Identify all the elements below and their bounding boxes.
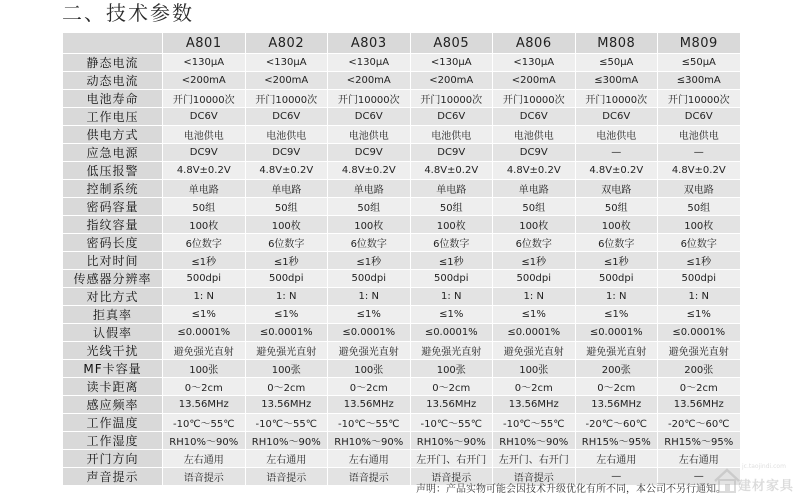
spec-value: 100张: [328, 360, 411, 378]
spec-value: —: [575, 144, 658, 162]
model-header-a803: A803: [328, 33, 411, 54]
table-row: [63, 180, 741, 198]
table-row: [63, 252, 741, 270]
model-header-a806: A806: [493, 33, 576, 54]
table-row: [63, 324, 741, 342]
spec-value: 100枚: [328, 216, 411, 234]
model-header-m809: M809: [658, 33, 741, 54]
spec-label: 开门方向: [63, 450, 163, 468]
spec-value: <200mA: [410, 72, 493, 90]
table-row: [63, 360, 741, 378]
spec-value: 1: N: [163, 288, 246, 306]
spec-value: 单电路: [410, 180, 493, 198]
spec-value: <130μA: [493, 54, 576, 72]
spec-value: 0～2cm: [328, 378, 411, 396]
table-row: [63, 396, 741, 414]
spec-value: 避免强光直射: [575, 342, 658, 360]
spec-label: 供电方式: [63, 126, 163, 144]
spec-label: MF卡容量: [63, 360, 163, 378]
spec-value: 50组: [328, 198, 411, 216]
spec-value: ≤50μA: [575, 54, 658, 72]
spec-value: ≤1%: [493, 306, 576, 324]
spec-value: —: [575, 468, 658, 486]
watermark-url: jc.taojindi.com: [742, 463, 786, 470]
spec-value: 电池供电: [658, 126, 741, 144]
spec-value: 500dpi: [328, 270, 411, 288]
spec-value: 4.8V±0.2V: [328, 162, 411, 180]
spec-value: 100枚: [410, 216, 493, 234]
spec-value: -10℃～55℃: [493, 414, 576, 432]
spec-label: 读卡距离: [63, 378, 163, 396]
spec-value: ≤0.0001%: [658, 324, 741, 342]
model-header-m808: M808: [575, 33, 658, 54]
spec-value: 电池供电: [575, 126, 658, 144]
spec-value: ≤0.0001%: [410, 324, 493, 342]
spec-value: 13.56MHz: [658, 396, 741, 414]
spec-value: -20℃～60℃: [575, 414, 658, 432]
table-row: [63, 216, 741, 234]
spec-table: [62, 32, 741, 486]
spec-value: 双电路: [658, 180, 741, 198]
spec-value: 单电路: [245, 180, 328, 198]
spec-value: 避免强光直射: [245, 342, 328, 360]
spec-value: 语音提示: [493, 468, 576, 486]
spec-value: <130μA: [245, 54, 328, 72]
spec-value: 左右通用: [163, 450, 246, 468]
spec-label: 电池寿命: [63, 90, 163, 108]
spec-value: 500dpi: [163, 270, 246, 288]
spec-value: 100枚: [658, 216, 741, 234]
spec-value: 开门10000次: [328, 90, 411, 108]
spec-value: ≤1秒: [245, 252, 328, 270]
table-row: [63, 108, 741, 126]
model-header-a805: A805: [410, 33, 493, 54]
disclaimer-footnote: 声明：产品实物可能会因技术升级优化有所不同，本公司不另行通知。: [416, 484, 726, 495]
spec-value: ≤0.0001%: [328, 324, 411, 342]
spec-value: 电池供电: [493, 126, 576, 144]
spec-value: -10℃～55℃: [163, 414, 246, 432]
spec-value: DC9V: [163, 144, 246, 162]
spec-value: ≤1%: [163, 306, 246, 324]
spec-value: 6位数字: [245, 234, 328, 252]
spec-value: 电池供电: [163, 126, 246, 144]
spec-value: 100枚: [575, 216, 658, 234]
spec-value: 13.56MHz: [163, 396, 246, 414]
spec-value: 50组: [493, 198, 576, 216]
spec-label: 工作电压: [63, 108, 163, 126]
table-row: [63, 432, 741, 450]
spec-value: 语音提示: [328, 468, 411, 486]
spec-value: ≤0.0001%: [575, 324, 658, 342]
spec-value: RH10%～90%: [410, 432, 493, 450]
spec-value: 13.56MHz: [245, 396, 328, 414]
spec-value: RH15%～95%: [658, 432, 741, 450]
table-row: [63, 234, 741, 252]
spec-value: 0～2cm: [658, 378, 741, 396]
spec-value: 1: N: [410, 288, 493, 306]
spec-value: ≤1%: [410, 306, 493, 324]
table-row: [63, 414, 741, 432]
spec-label: 认假率: [63, 324, 163, 342]
table-row: [63, 72, 741, 90]
table-header-row: [63, 33, 741, 54]
spec-value: 开门10000次: [410, 90, 493, 108]
spec-value: <200mA: [328, 72, 411, 90]
spec-value: 100张: [163, 360, 246, 378]
spec-value: ≤1%: [328, 306, 411, 324]
table-row: [63, 270, 741, 288]
spec-value: <130μA: [328, 54, 411, 72]
spec-value: 200张: [575, 360, 658, 378]
spec-value: 100枚: [493, 216, 576, 234]
spec-value: 1: N: [575, 288, 658, 306]
spec-value: 500dpi: [245, 270, 328, 288]
spec-value: -20℃～60℃: [658, 414, 741, 432]
spec-value: 避免强光直射: [328, 342, 411, 360]
spec-value: 语音提示: [410, 468, 493, 486]
spec-value: 开门10000次: [493, 90, 576, 108]
spec-value: 500dpi: [410, 270, 493, 288]
spec-value: DC6V: [163, 108, 246, 126]
spec-value: ≤50μA: [658, 54, 741, 72]
spec-value: <200mA: [245, 72, 328, 90]
spec-value: 1: N: [245, 288, 328, 306]
spec-value: ≤1秒: [410, 252, 493, 270]
model-header-a802: A802: [245, 33, 328, 54]
spec-value: ≤1秒: [493, 252, 576, 270]
spec-value: 100张: [493, 360, 576, 378]
spec-value: 0～2cm: [575, 378, 658, 396]
spec-value: RH15%～95%: [575, 432, 658, 450]
spec-value: 单电路: [493, 180, 576, 198]
spec-value: ≤1秒: [163, 252, 246, 270]
spec-value: RH10%～90%: [245, 432, 328, 450]
spec-value: 6位数字: [493, 234, 576, 252]
spec-value: 100张: [245, 360, 328, 378]
spec-value: —: [658, 468, 741, 486]
spec-value: 左开门、右开门: [410, 450, 493, 468]
table-row: [63, 54, 741, 72]
spec-label: 密码长度: [63, 234, 163, 252]
spec-value: DC6V: [410, 108, 493, 126]
spec-value: 6位数字: [163, 234, 246, 252]
spec-value: ≤300mA: [658, 72, 741, 90]
spec-value: 开门10000次: [245, 90, 328, 108]
table-row: [63, 378, 741, 396]
spec-value: RH10%～90%: [328, 432, 411, 450]
spec-value: 500dpi: [658, 270, 741, 288]
spec-value: RH10%～90%: [163, 432, 246, 450]
spec-value: DC6V: [575, 108, 658, 126]
table-row: [63, 450, 741, 468]
table-row: [63, 342, 741, 360]
spec-value: 电池供电: [410, 126, 493, 144]
spec-value: 50组: [245, 198, 328, 216]
spec-value: ≤1秒: [658, 252, 741, 270]
spec-value: <130μA: [410, 54, 493, 72]
spec-value: -10℃～55℃: [245, 414, 328, 432]
spec-value: -10℃～55℃: [410, 414, 493, 432]
spec-value: 13.56MHz: [575, 396, 658, 414]
spec-value: 50组: [410, 198, 493, 216]
spec-value: 避免强光直射: [163, 342, 246, 360]
spec-value: 100枚: [245, 216, 328, 234]
watermark: [712, 455, 796, 501]
spec-value: 开门10000次: [575, 90, 658, 108]
table-row: [63, 162, 741, 180]
spec-value: 开门10000次: [658, 90, 741, 108]
spec-value: 0～2cm: [410, 378, 493, 396]
spec-value: 100张: [410, 360, 493, 378]
spec-label: 控制系统: [63, 180, 163, 198]
spec-label: 拒真率: [63, 306, 163, 324]
spec-value: 避免强光直射: [493, 342, 576, 360]
spec-value: 1: N: [493, 288, 576, 306]
spec-value: ≤0.0001%: [163, 324, 246, 342]
spec-value: 200张: [658, 360, 741, 378]
spec-value: 4.8V±0.2V: [575, 162, 658, 180]
spec-value: 语音提示: [163, 468, 246, 486]
spec-value: 双电路: [575, 180, 658, 198]
spec-value: ≤1%: [575, 306, 658, 324]
spec-value: 6位数字: [410, 234, 493, 252]
spec-value: 避免强光直射: [410, 342, 493, 360]
spec-value: 4.8V±0.2V: [493, 162, 576, 180]
spec-value: ≤1%: [245, 306, 328, 324]
spec-value: DC9V: [245, 144, 328, 162]
spec-value: 13.56MHz: [410, 396, 493, 414]
spec-value: ≤1秒: [575, 252, 658, 270]
spec-value: DC6V: [245, 108, 328, 126]
spec-value: 500dpi: [493, 270, 576, 288]
spec-value: DC9V: [493, 144, 576, 162]
spec-value: -10℃～55℃: [328, 414, 411, 432]
table-body: [63, 54, 741, 486]
spec-label: 低压报警: [63, 162, 163, 180]
spec-value: 13.56MHz: [493, 396, 576, 414]
spec-value: 6位数字: [328, 234, 411, 252]
spec-label: 静态电流: [63, 54, 163, 72]
spec-value: <130μA: [163, 54, 246, 72]
spec-value: 避免强光直射: [658, 342, 741, 360]
spec-value: DC6V: [493, 108, 576, 126]
spec-value: 左右通用: [575, 450, 658, 468]
spec-value: 4.8V±0.2V: [163, 162, 246, 180]
spec-value: <200mA: [163, 72, 246, 90]
spec-label: 工作温度: [63, 414, 163, 432]
table-row: [63, 306, 741, 324]
spec-label: 光线干扰: [63, 342, 163, 360]
spec-label: 传感器分辨率: [63, 270, 163, 288]
spec-value: DC6V: [658, 108, 741, 126]
table-row: [63, 198, 741, 216]
spec-value: 语音提示: [245, 468, 328, 486]
spec-value: ≤300mA: [575, 72, 658, 90]
header-corner-cell: [63, 33, 163, 54]
spec-value: 左右通用: [658, 450, 741, 468]
spec-value: 0～2cm: [163, 378, 246, 396]
spec-value: 电池供电: [328, 126, 411, 144]
spec-value: 左右通用: [245, 450, 328, 468]
spec-label: 声音提示: [63, 468, 163, 486]
spec-value: ≤0.0001%: [245, 324, 328, 342]
spec-value: ≤0.0001%: [493, 324, 576, 342]
table-row: [63, 288, 741, 306]
spec-value: 1: N: [658, 288, 741, 306]
spec-value: DC9V: [410, 144, 493, 162]
spec-value: 50组: [575, 198, 658, 216]
table-row: [63, 90, 741, 108]
spec-label: 指纹容量: [63, 216, 163, 234]
spec-value: —: [658, 144, 741, 162]
spec-value: 13.56MHz: [328, 396, 411, 414]
spec-value: <200mA: [493, 72, 576, 90]
spec-value: DC6V: [328, 108, 411, 126]
spec-value: 50组: [163, 198, 246, 216]
spec-label: 对比方式: [63, 288, 163, 306]
model-header-a801: A801: [163, 33, 246, 54]
spec-value: DC9V: [328, 144, 411, 162]
spec-label: 感应频率: [63, 396, 163, 414]
spec-value: 左右通用: [328, 450, 411, 468]
spec-label: 工作湿度: [63, 432, 163, 450]
watermark-text: 建材家具: [738, 479, 795, 494]
spec-value: 4.8V±0.2V: [410, 162, 493, 180]
spec-value: RH10%～90%: [493, 432, 576, 450]
spec-value: 单电路: [328, 180, 411, 198]
spec-value: 4.8V±0.2V: [658, 162, 741, 180]
spec-label: 比对时间: [63, 252, 163, 270]
table-row: [63, 126, 741, 144]
spec-label: 动态电流: [63, 72, 163, 90]
spec-label: 密码容量: [63, 198, 163, 216]
spec-value: 开门10000次: [163, 90, 246, 108]
table-row: [63, 144, 741, 162]
spec-label: 应急电源: [63, 144, 163, 162]
spec-value: ≤1秒: [328, 252, 411, 270]
spec-value: 单电路: [163, 180, 246, 198]
spec-value: ≤1%: [658, 306, 741, 324]
section-title: 二、技术参数: [62, 1, 194, 25]
spec-value: 500dpi: [575, 270, 658, 288]
spec-value: 6位数字: [658, 234, 741, 252]
spec-value: 电池供电: [245, 126, 328, 144]
spec-value: 0～2cm: [493, 378, 576, 396]
spec-value: 左开门、右开门: [493, 450, 576, 468]
spec-value: 50组: [658, 198, 741, 216]
spec-value: 0～2cm: [245, 378, 328, 396]
spec-value: 1: N: [328, 288, 411, 306]
spec-value: 4.8V±0.2V: [245, 162, 328, 180]
spec-value: 6位数字: [575, 234, 658, 252]
spec-value: 100枚: [163, 216, 246, 234]
